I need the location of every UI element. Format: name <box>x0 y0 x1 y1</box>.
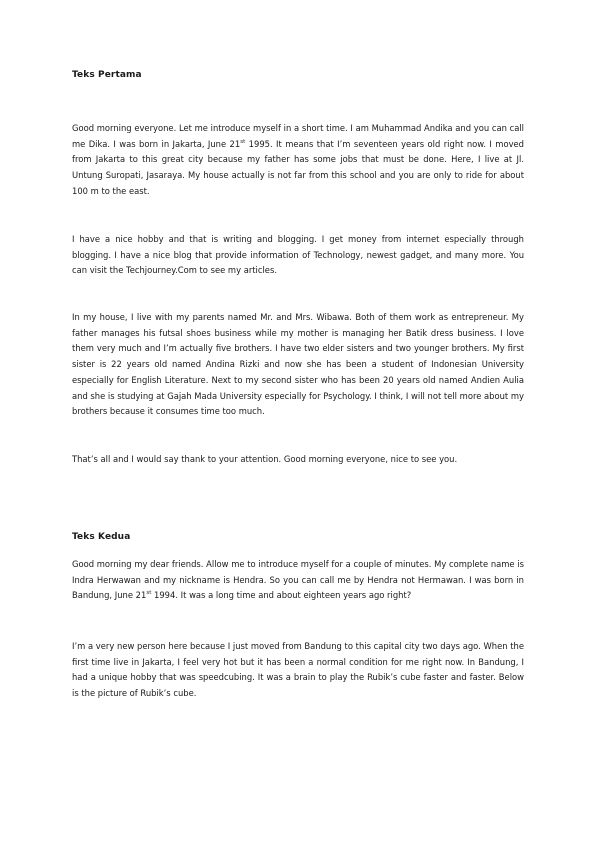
paragraph-text: 1995. It means that I’m seventeen years old right now. I moved from Jakarta to this great city because my father has some jobs that must be done. Here, I live at Jl. Untung Suropati, Jasaraya. My house actually is not far from this school and you are only to ride for about 100 m to the east. <box>72 138 524 196</box>
paragraph-hobby-blogging: I have a nice hobby and that is writing and blogging. I get money from internet especially through blogging. I have a nice blog that provide information of Technology, newest gadget, and many more. You can visit the Techjourney.Com to see my articles. <box>72 234 524 276</box>
ordinal-suffix: st <box>240 138 246 145</box>
paragraph-text: Good morning everyone. Let me introduce myself in a short time. I am Muhammad Andika and you can call me Dika. I was born in Jakarta, June 21 <box>72 123 524 149</box>
section-heading-teks-kedua: Teks Kedua <box>72 532 131 542</box>
paragraph-hobby-speedcubing: I’m a very new person here because I just moved from Bandung to this capital city two days ago. When the first time live in Jakarta, I feel very hot but it has been a normal condition for me right now. In Bandung, I had a unique hobby that was speedcubing. It was a brain to play the Rubik’s cube faster and faster. Below is the picture of Rubik’s cube. <box>72 641 524 699</box>
paragraph-introduction-hendra <box>72 557 524 604</box>
paragraph-closing: That’s all and I would say thank to your attention. Good morning everyone, nice to see you. <box>72 454 458 464</box>
section-heading-teks-pertama: Teks Pertama <box>72 70 142 80</box>
paragraph-text: 1994. It was a long time and about eighteen years ago right? <box>151 590 412 601</box>
paragraph-family: In my house, I live with my parents named Mr. and Mrs. Wibawa. Both of them work as entrepreneur. My father manages his futsal shoes business while my mother is managing her Batik dress business. I love them very much and I’m actually five brothers. I have two elder sisters and two younger brothers. My first sister is 22 years old named Andina Rizki and now she has been a student of Indonesian University especially for English Literature. Next to my second sister who has been 20 years old named Andien Aulia and she is studying at Gajah Mada University especially for Psychology. I think, I will not tell more about my brothers because it consumes time too much. <box>72 312 524 417</box>
ordinal-suffix: st <box>146 590 152 597</box>
paragraph-text: Good morning my dear friends. Allow me to introduce myself for a couple of minutes. My complete name is Indra Herwawan and my nickname is Hendra. So you can call me by Hendra not Hermawan. I was born in Bandung, June 21 <box>72 559 524 601</box>
paragraph-introduction-andika <box>72 121 524 200</box>
